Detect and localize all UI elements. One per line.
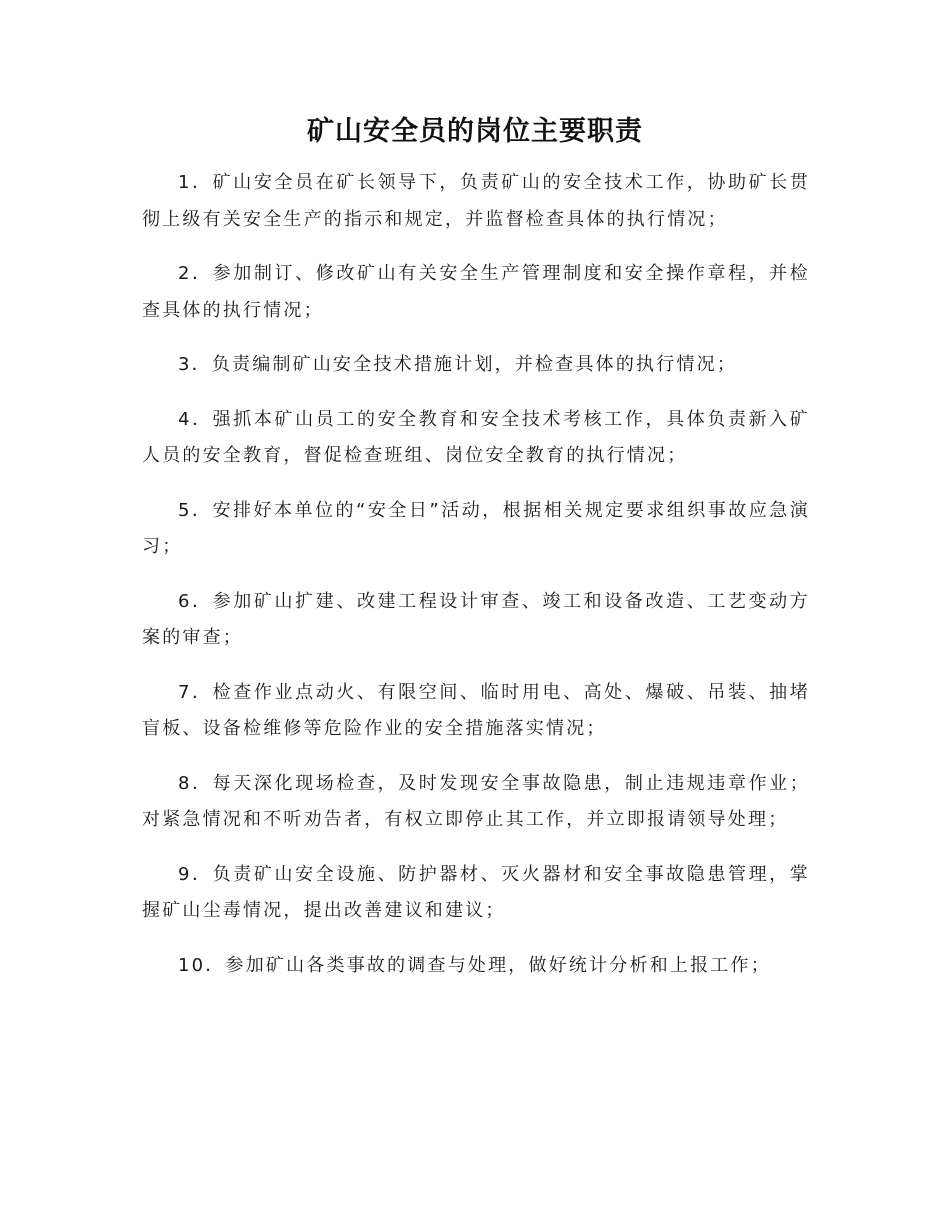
paragraph-4: 4．强抓本矿山员工的安全教育和安全技术考核工作，具体负责新入矿人员的安全教育，督促检查班组、岗位安全教育的执行情况； (142, 408, 810, 466)
document-body (142, 165, 810, 1002)
paragraph-7: 7．检查作业点动火、有限空间、临时用电、高处、爆破、吊装、抽堵盲板、设备检维修等危险作业的安全措施落实情况； (142, 681, 810, 739)
paragraph-5: 5．安排好本单位的“安全日”活动，根据相关规定要求组织事故应急演习； (142, 499, 810, 557)
paragraph-1: 1．矿山安全员在矿长领导下，负责矿山的安全技术工作，协助矿长贯彻上级有关安全生产的指示和规定，并监督检查具体的执行情况； (142, 172, 810, 230)
paragraph-6: 6．参加矿山扩建、改建工程设计审查、竣工和设备改造、工艺变动方案的审查； (142, 590, 810, 648)
document-title: 矿山安全员的岗位主要职责 (307, 116, 643, 147)
paragraph-3: 3．负责编制矿山安全技术措施计划，并检查具体的执行情况； (178, 354, 738, 375)
paragraph-9: 9．负责矿山安全设施、防护器材、灭火器材和安全事故隐患管理，掌握矿山尘毒情况，提出改善建议和建议； (142, 863, 810, 921)
paragraph-2: 2．参加制订、修改矿山有关安全生产管理制度和安全操作章程，并检查具体的执行情况； (142, 263, 810, 321)
paragraph-10: 10．参加矿山各类事故的调查与处理，做好统计分析和上报工作； (178, 954, 771, 976)
paragraph-8: 8．每天深化现场检查，及时发现安全事故隐患，制止违规违章作业；对紧急情况和不听劝告者，有权立即停止其工作，并立即报请领导处理； (142, 772, 810, 830)
